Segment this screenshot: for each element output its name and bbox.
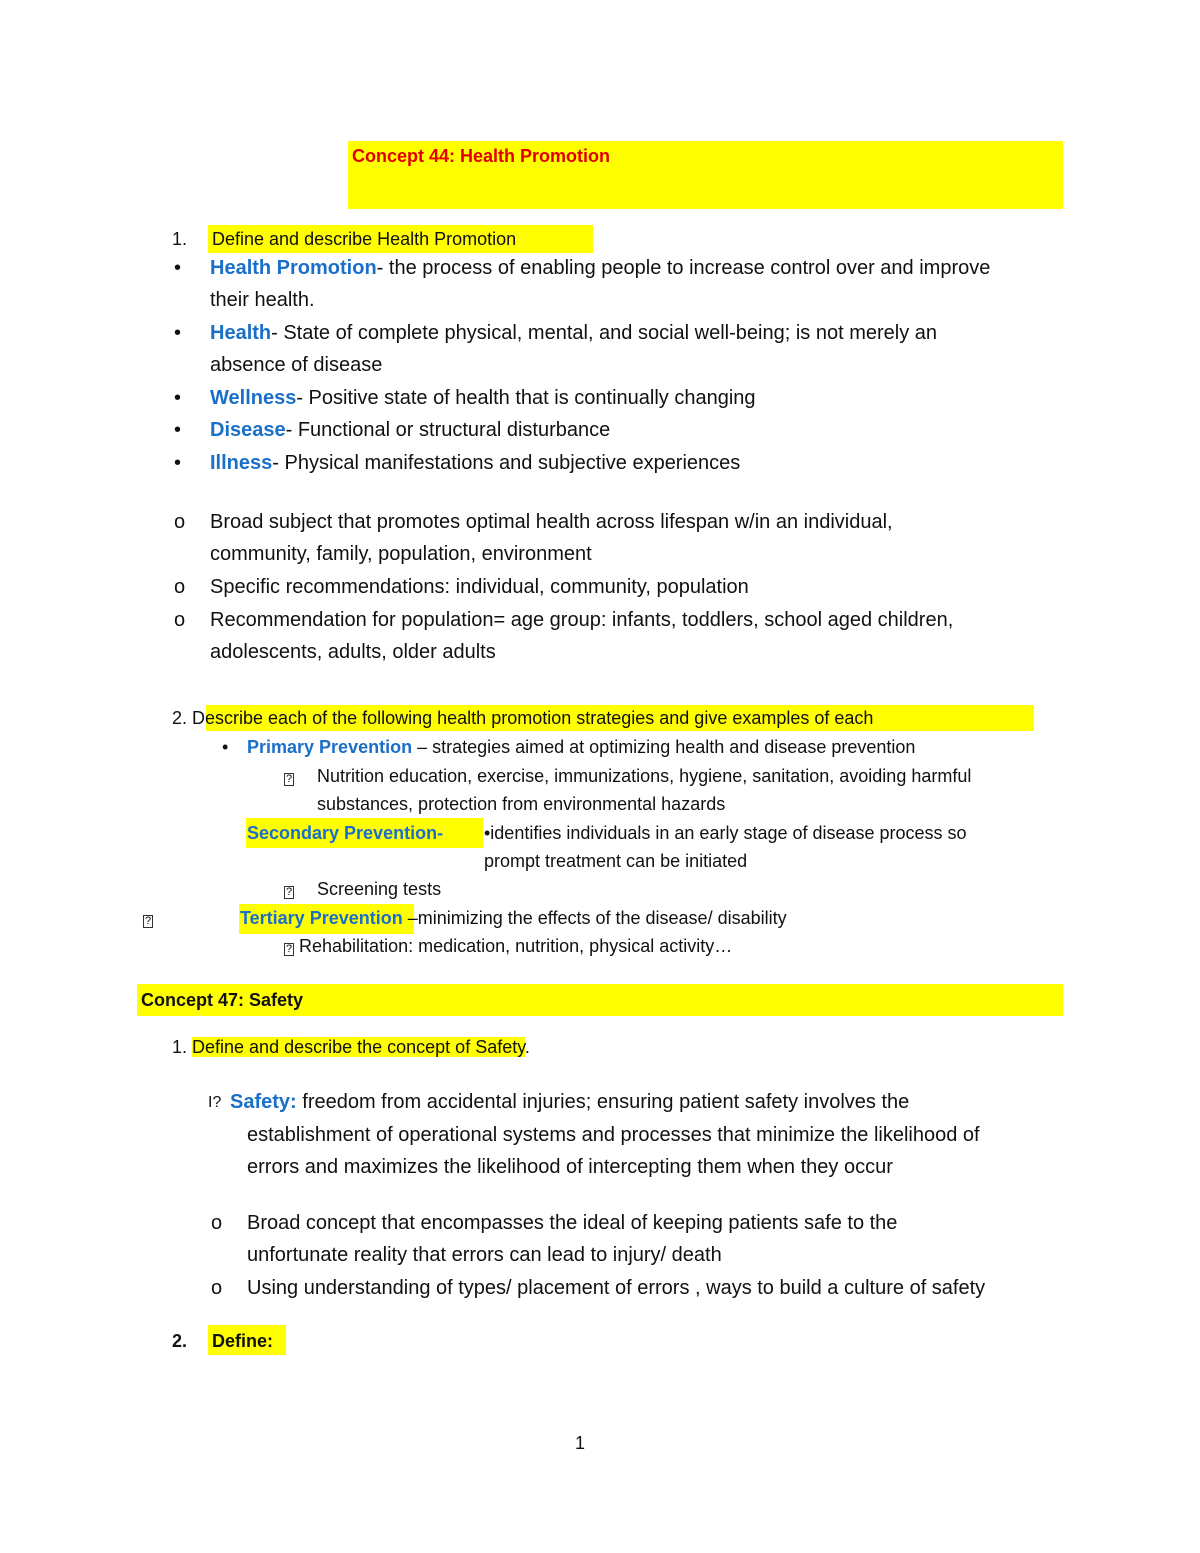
safety-definition	[230, 1086, 909, 1118]
circle-bullet: o	[211, 1212, 223, 1234]
q1-prompt	[208, 225, 593, 253]
c47-q2-number: 2.	[172, 1331, 188, 1351]
c47-q1-number: 1.	[172, 1037, 193, 1057]
point-line: Using understanding of types/ placement of errors , ways to build a culture of safety	[247, 1277, 986, 1299]
term-definition	[210, 382, 756, 414]
q2-prefix: 2. D	[172, 708, 206, 728]
bullet: •	[174, 322, 182, 344]
circle-bullet: o	[174, 609, 186, 631]
secondary-term: Secondary Prevention-	[247, 823, 444, 843]
term-label: Health	[210, 322, 272, 344]
tertiary-term: Tertiary Prevention	[240, 908, 403, 928]
primary-example: Nutrition education, exercise, immunizations, hygiene, sanitation, avoiding harmful	[317, 766, 972, 786]
circle-bullet: o	[211, 1277, 223, 1299]
tertiary-prevention	[240, 904, 787, 932]
term-label: Illness	[210, 452, 273, 474]
q2-prompt	[172, 704, 873, 732]
safety-prefix: I?	[208, 1094, 222, 1111]
safety-term: Safety:	[230, 1091, 297, 1113]
box-glyph: ?	[285, 886, 293, 898]
term-definition	[210, 317, 937, 349]
c47-q1-text: Define and describe the concept of Safety	[192, 1037, 525, 1057]
secondary-def-cont: prompt treatment can be initiated	[484, 851, 748, 871]
concept47-title: Concept 47: Safety	[141, 990, 304, 1010]
c47-q1-end: .	[524, 1037, 530, 1057]
term-continuation: their health.	[210, 289, 315, 311]
bullet: •	[174, 387, 182, 409]
secondary-example: Screening tests	[317, 879, 442, 899]
term-text: - Functional or structural disturbance	[285, 419, 611, 441]
primary-term: Primary Prevention	[247, 737, 413, 757]
term-continuation: absence of disease	[210, 354, 383, 376]
concept44-title: Concept 44: Health Promotion	[352, 146, 611, 166]
c47-q2-text: Define:	[212, 1331, 274, 1351]
bullet: •	[174, 452, 182, 474]
page-number: 1	[574, 1433, 585, 1453]
circle-bullet: o	[174, 576, 186, 598]
term-text: - State of complete physical, mental, and social well-being; is not merely an	[271, 322, 938, 344]
bullet: •	[174, 419, 182, 441]
box-glyph: ?	[285, 943, 293, 955]
primary-prevention	[247, 733, 915, 761]
primary-example-cont: substances, protection from environmental hazards	[317, 794, 726, 814]
safety-def-cont: establishment of operational systems and processes that minimize the likelihood of	[247, 1124, 980, 1146]
box-glyph: ?	[144, 915, 152, 927]
term-definition	[210, 252, 990, 284]
tertiary-example	[284, 932, 732, 960]
point-line: community, family, population, environment	[210, 543, 592, 565]
point-line: Recommendation for population= age group: infants, toddlers, school aged children,	[210, 609, 954, 631]
secondary-def: •identifies individuals in an early stage of disease process so	[484, 823, 967, 843]
safety-def-cont: errors and maximizes the likelihood of intercepting them when they occur	[247, 1156, 893, 1178]
bullet: •	[222, 737, 229, 757]
term-label: Wellness	[210, 387, 297, 409]
term-definition	[210, 414, 610, 446]
tertiary-example-text: Rehabilitation: medication, nutrition, physical activity…	[299, 936, 733, 956]
bullet: •	[174, 257, 182, 279]
safety-def: freedom from accidental injuries; ensuring patient safety involves the	[296, 1091, 910, 1113]
point-line: unfortunate reality that errors can lead to injury/ death	[247, 1244, 722, 1266]
term-text: - the process of enabling people to increase control over and improve	[376, 257, 991, 279]
circle-bullet: o	[174, 511, 186, 533]
point-line: Specific recommendations: individual, community, population	[210, 576, 749, 598]
box-glyph: ?	[285, 773, 293, 785]
term-label: Disease	[210, 419, 286, 441]
term-text: - Physical manifestations and subjective experiences	[272, 452, 741, 474]
tertiary-def: –minimizing the effects of the disease/ disability	[402, 908, 787, 928]
term-text: - Positive state of health that is continually changing	[296, 387, 756, 409]
primary-def: – strategies aimed at optimizing health and disease prevention	[412, 737, 916, 757]
point-line: adolescents, adults, older adults	[210, 641, 496, 663]
term-definition	[210, 447, 740, 479]
q1-prompt-text: Define and describe Health Promotion	[212, 229, 517, 249]
q1-number: 1.	[172, 229, 188, 249]
c47-q1	[172, 1033, 530, 1061]
term-label: Health Promotion	[210, 257, 377, 279]
point-line: Broad subject that promotes optimal health across lifespan w/in an individual,	[210, 511, 893, 533]
point-line: Broad concept that encompasses the ideal of keeping patients safe to the	[247, 1212, 898, 1234]
q2-text: escribe each of the following health promotion strategies and give examples of each	[205, 708, 874, 728]
